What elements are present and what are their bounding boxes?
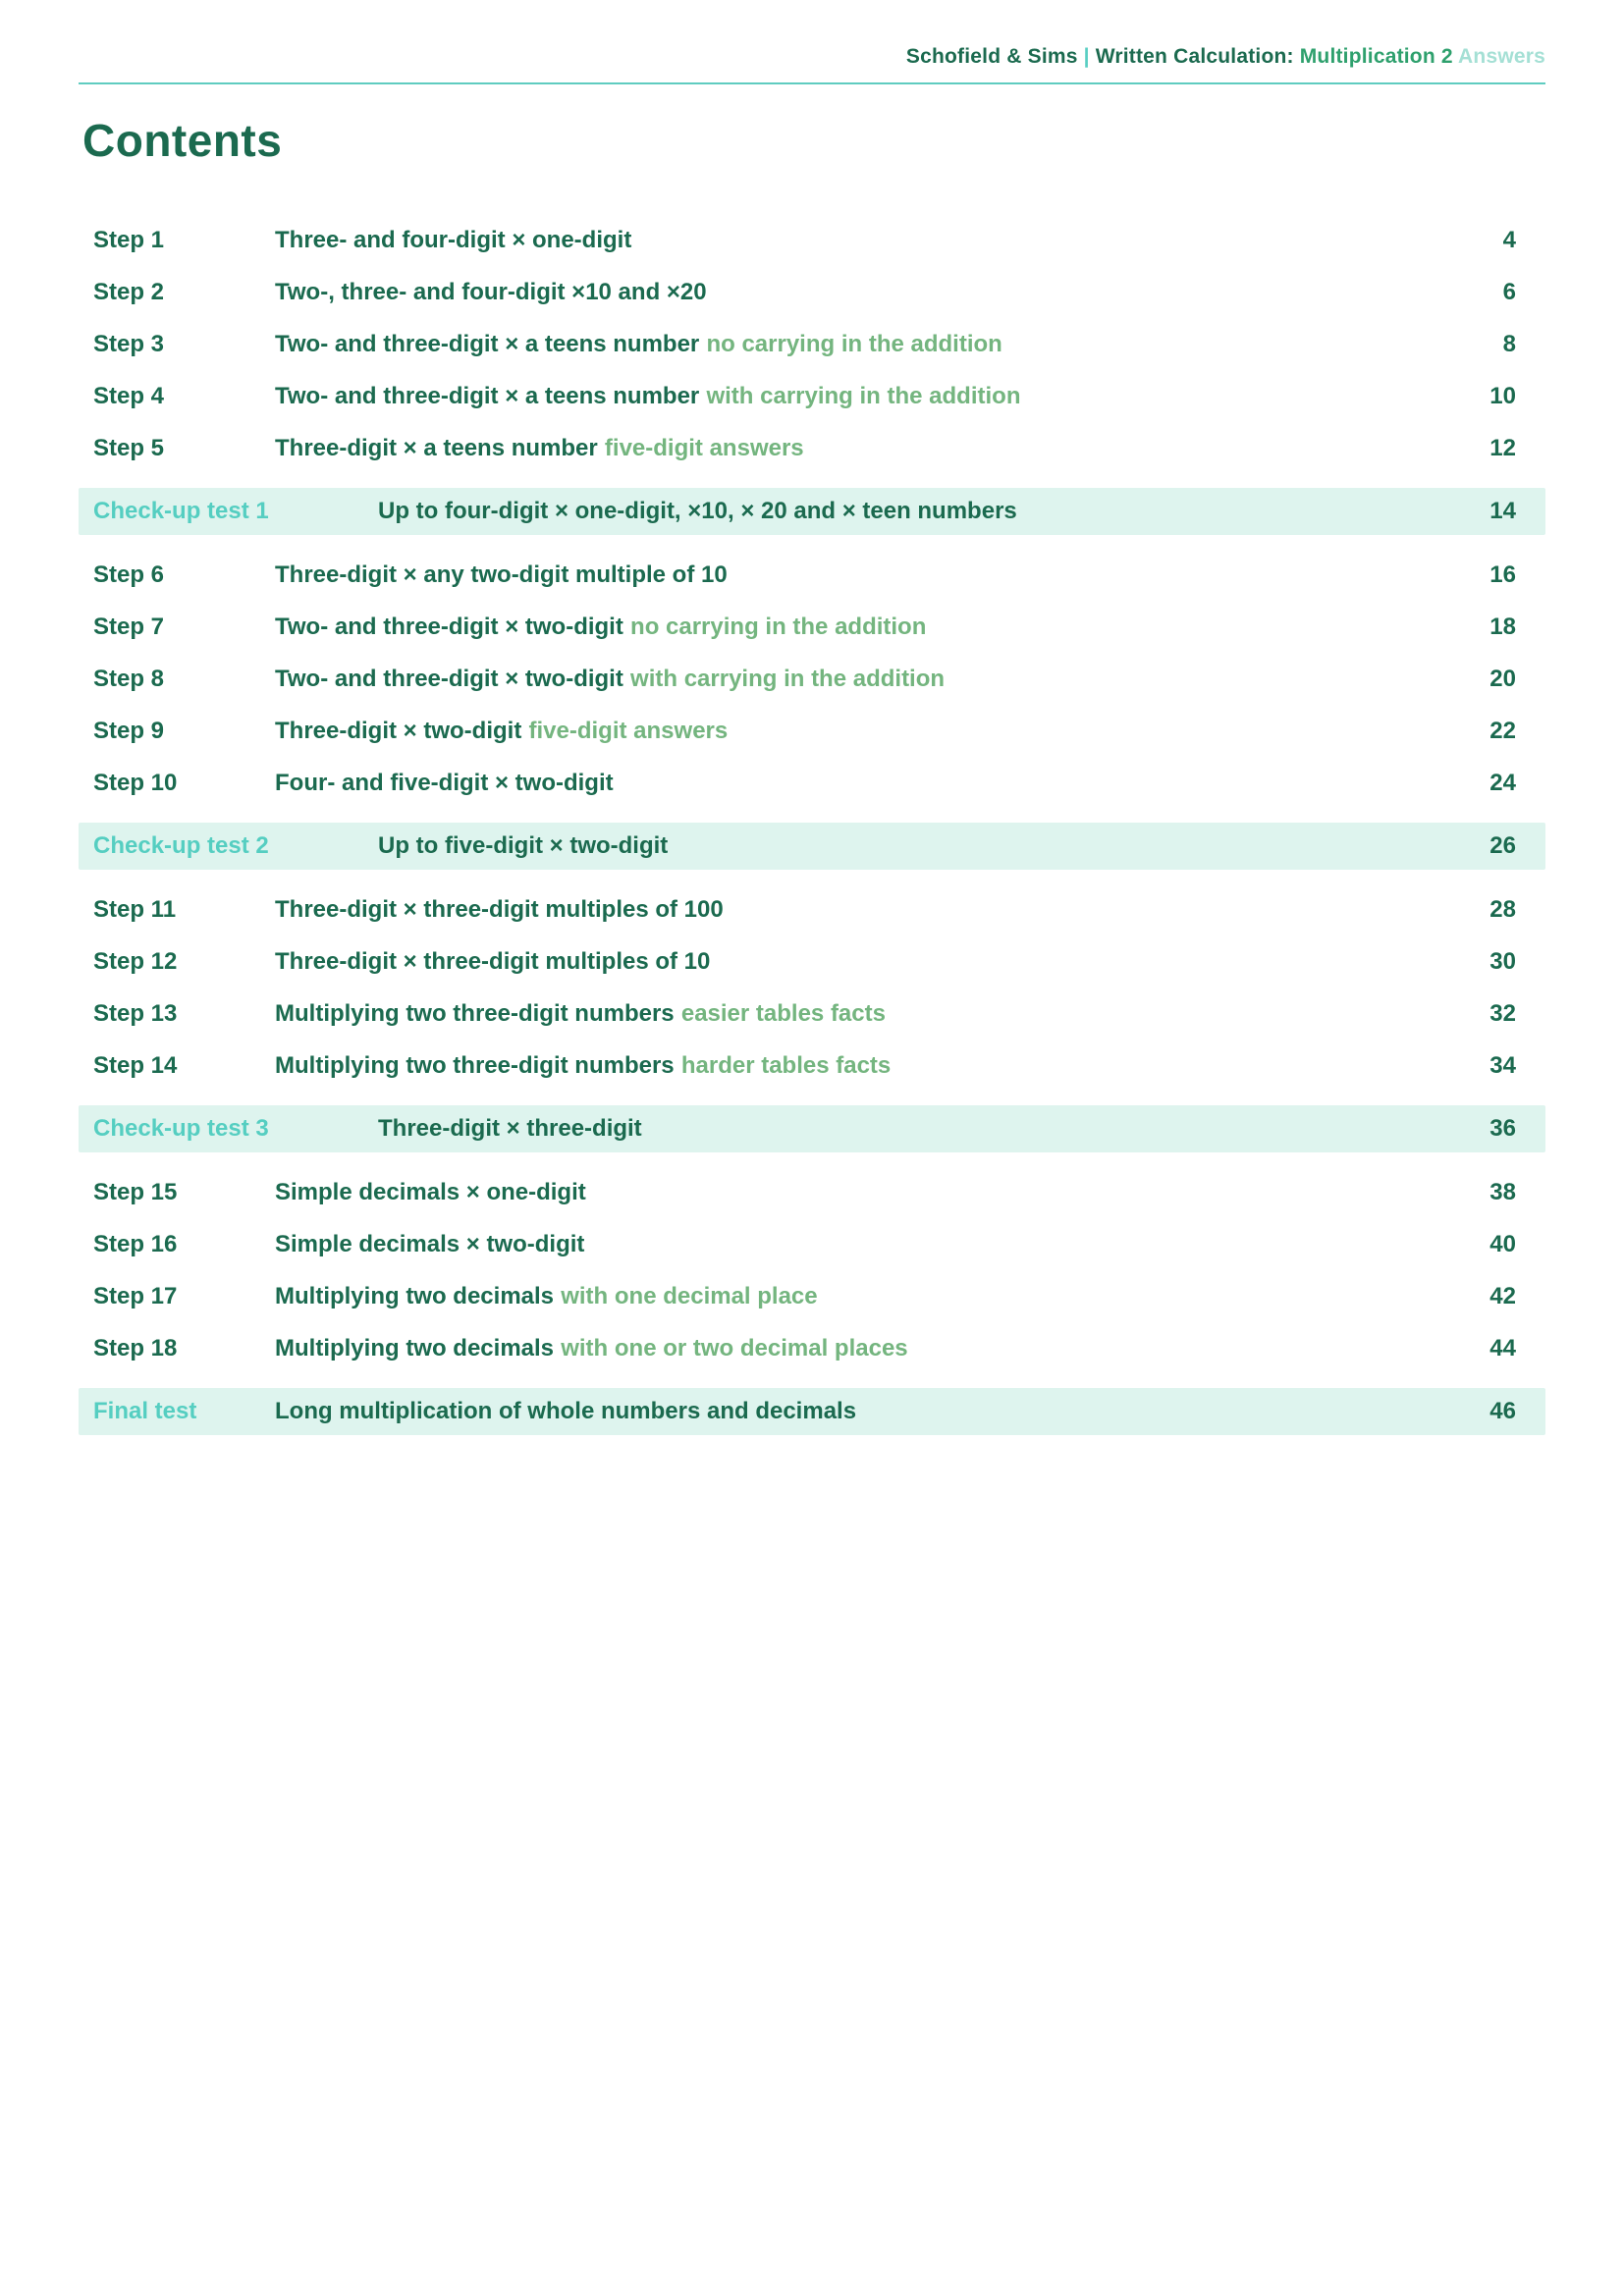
toc-title-main: Two- and three-digit × a teens number: [275, 330, 700, 357]
toc-entry-title: [275, 227, 1484, 254]
table-of-contents: [79, 214, 1545, 1435]
toc-entry-title: [275, 331, 1484, 358]
toc-step-label: Step 17: [93, 1282, 178, 1309]
toc-row: [79, 705, 1545, 757]
toc-title-main: Up to five-digit × two-digit: [378, 832, 669, 859]
toc-title-main: Up to four-digit × one-digit, ×10, × 20 and × teen numbers: [378, 498, 1017, 524]
toc-step-label: Step 16: [93, 1230, 178, 1257]
toc-page-number: 10: [1489, 382, 1516, 409]
toc-title-main: Three-digit × two-digit: [275, 717, 522, 744]
toc-entry-title: [378, 498, 1470, 525]
toc-page-number: 16: [1489, 561, 1516, 588]
toc-page-number: 18: [1489, 613, 1516, 640]
toc-test-label: Final test: [93, 1398, 197, 1424]
toc-page-number: 4: [1502, 226, 1516, 253]
toc-page-number: 14: [1489, 498, 1516, 524]
toc-row: [79, 988, 1545, 1040]
toc-row: [79, 370, 1545, 422]
toc-step-label: Step 15: [93, 1178, 178, 1205]
toc-entry-title: [275, 383, 1470, 410]
toc-title-main: Two- and three-digit × two-digit: [275, 613, 623, 640]
toc-title-main: Three- and four-digit × one-digit: [275, 226, 632, 253]
header-separator: |: [1083, 45, 1090, 68]
toc-step-label: Step 5: [93, 434, 165, 461]
toc-title-main: Two- and three-digit × two-digit: [275, 665, 623, 692]
toc-entry-title: [275, 279, 1484, 306]
toc-test-label: Check-up test 1: [93, 498, 269, 524]
running-header: [79, 45, 1545, 69]
toc-row: [79, 601, 1545, 653]
toc-title-main: Three-digit × three-digit multiples of 10: [275, 947, 711, 975]
toc-row: [79, 1270, 1545, 1322]
toc-title-main: Multiplying two three-digit numbers: [275, 1051, 675, 1079]
toc-entry-title: [275, 1231, 1470, 1258]
toc-entry-title: [275, 770, 1470, 797]
toc-page-number: 12: [1489, 434, 1516, 461]
toc-page-number: 28: [1489, 895, 1516, 923]
toc-page-number: 34: [1489, 1051, 1516, 1079]
toc-title-subtitle: five-digit answers: [528, 717, 729, 744]
toc-page-number: 36: [1489, 1115, 1516, 1142]
toc-step-label: Step 7: [93, 613, 165, 640]
toc-title-main: Simple decimals × two-digit: [275, 1230, 585, 1257]
toc-row: [79, 1040, 1545, 1092]
toc-entry-title: [378, 1115, 1470, 1143]
toc-entry-title: [275, 1179, 1470, 1206]
toc-page-number: 30: [1489, 947, 1516, 975]
toc-step-label: Step 14: [93, 1051, 178, 1079]
toc-entry-title: [275, 561, 1470, 589]
toc-step-label: Step 12: [93, 947, 178, 975]
toc-page-number: 38: [1489, 1178, 1516, 1205]
toc-title-main: Three-digit × any two-digit multiple of 10: [275, 561, 728, 588]
toc-page-number: 26: [1489, 832, 1516, 859]
publisher-name: Schofield & Sims: [905, 45, 1078, 68]
toc-step-label: Step 18: [93, 1334, 178, 1362]
toc-title-subtitle: with one decimal place: [561, 1282, 818, 1309]
toc-title-main: Three-digit × three-digit: [378, 1115, 642, 1142]
toc-step-label: Step 2: [93, 278, 165, 305]
toc-title-main: Three-digit × three-digit multiples of 100: [275, 895, 724, 923]
toc-title-main: Two-, three- and four-digit ×10 and ×20: [275, 278, 707, 305]
toc-step-label: Step 3: [93, 330, 165, 357]
toc-row: [79, 422, 1545, 474]
toc-entry-title: [275, 435, 1470, 462]
series-title: Written Calculation:: [1095, 45, 1294, 68]
toc-row-test: [79, 1105, 1545, 1152]
toc-page-number: 8: [1502, 330, 1516, 357]
toc-entry-title: [275, 948, 1470, 976]
answers-label: Answers: [1458, 45, 1545, 68]
header-divider: [79, 82, 1545, 84]
toc-title-main: Simple decimals × one-digit: [275, 1178, 586, 1205]
toc-page-number: 42: [1489, 1282, 1516, 1309]
toc-entry-title: [275, 1000, 1470, 1028]
toc-title-subtitle: easier tables facts: [680, 999, 886, 1027]
toc-row: [79, 1218, 1545, 1270]
book-title: Multiplication 2: [1299, 45, 1453, 68]
toc-row: [79, 883, 1545, 935]
toc-row: [79, 318, 1545, 370]
toc-page-number: 44: [1489, 1334, 1516, 1362]
toc-page-number: 40: [1489, 1230, 1516, 1257]
toc-test-label: Check-up test 3: [93, 1115, 269, 1142]
toc-row-test: [79, 488, 1545, 535]
toc-entry-title: [378, 832, 1470, 860]
toc-row: [79, 214, 1545, 266]
toc-step-label: Step 6: [93, 561, 165, 588]
toc-page-number: 46: [1489, 1398, 1516, 1424]
toc-title-main: Multiplying two decimals: [275, 1282, 555, 1309]
toc-entry-title: [275, 1398, 1470, 1425]
toc-entry-title: [275, 896, 1470, 924]
toc-row: [79, 1166, 1545, 1218]
toc-entry-title: [275, 614, 1470, 641]
toc-title-subtitle: no carrying in the addition: [706, 330, 1002, 357]
toc-title-subtitle: with carrying in the addition: [706, 382, 1021, 409]
toc-row: [79, 1322, 1545, 1374]
toc-page-number: 22: [1489, 717, 1516, 744]
toc-title-subtitle: no carrying in the addition: [630, 613, 927, 640]
toc-step-label: Step 11: [93, 895, 177, 923]
toc-title-main: Long multiplication of whole numbers and decimals: [275, 1398, 857, 1424]
toc-row-final-test: [79, 1388, 1545, 1435]
toc-row-test: [79, 823, 1545, 870]
toc-test-label: Check-up test 2: [93, 832, 269, 859]
toc-page-number: 24: [1489, 769, 1516, 796]
toc-entry-title: [275, 1052, 1470, 1080]
toc-row: [79, 653, 1545, 705]
toc-title-subtitle: five-digit answers: [604, 434, 804, 461]
toc-row: [79, 549, 1545, 601]
toc-step-label: Step 10: [93, 769, 178, 796]
page-title: Contents: [82, 115, 283, 166]
toc-step-label: Step 1: [93, 226, 165, 253]
toc-title-main: Four- and five-digit × two-digit: [275, 769, 614, 796]
toc-page-number: 20: [1489, 665, 1516, 692]
toc-step-label: Step 8: [93, 665, 165, 692]
toc-entry-title: [275, 666, 1470, 693]
toc-title-main: Three-digit × a teens number: [275, 434, 598, 461]
toc-page-number: 32: [1489, 999, 1516, 1027]
toc-step-label: Step 4: [93, 382, 165, 409]
toc-step-label: Step 9: [93, 717, 165, 744]
toc-row: [79, 757, 1545, 809]
toc-entry-title: [275, 1283, 1470, 1310]
toc-entry-title: [275, 1335, 1470, 1362]
toc-title-subtitle: with carrying in the addition: [630, 665, 946, 692]
toc-entry-title: [275, 718, 1470, 745]
toc-title-main: Multiplying two decimals: [275, 1334, 555, 1362]
toc-title-main: Two- and three-digit × a teens number: [275, 382, 700, 409]
toc-step-label: Step 13: [93, 999, 178, 1027]
toc-row: [79, 935, 1545, 988]
toc-page-number: 6: [1502, 278, 1516, 305]
toc-title-subtitle: with one or two decimal places: [561, 1334, 908, 1362]
toc-row: [79, 266, 1545, 318]
toc-title-main: Multiplying two three-digit numbers: [275, 999, 675, 1027]
toc-title-subtitle: harder tables facts: [680, 1051, 892, 1079]
